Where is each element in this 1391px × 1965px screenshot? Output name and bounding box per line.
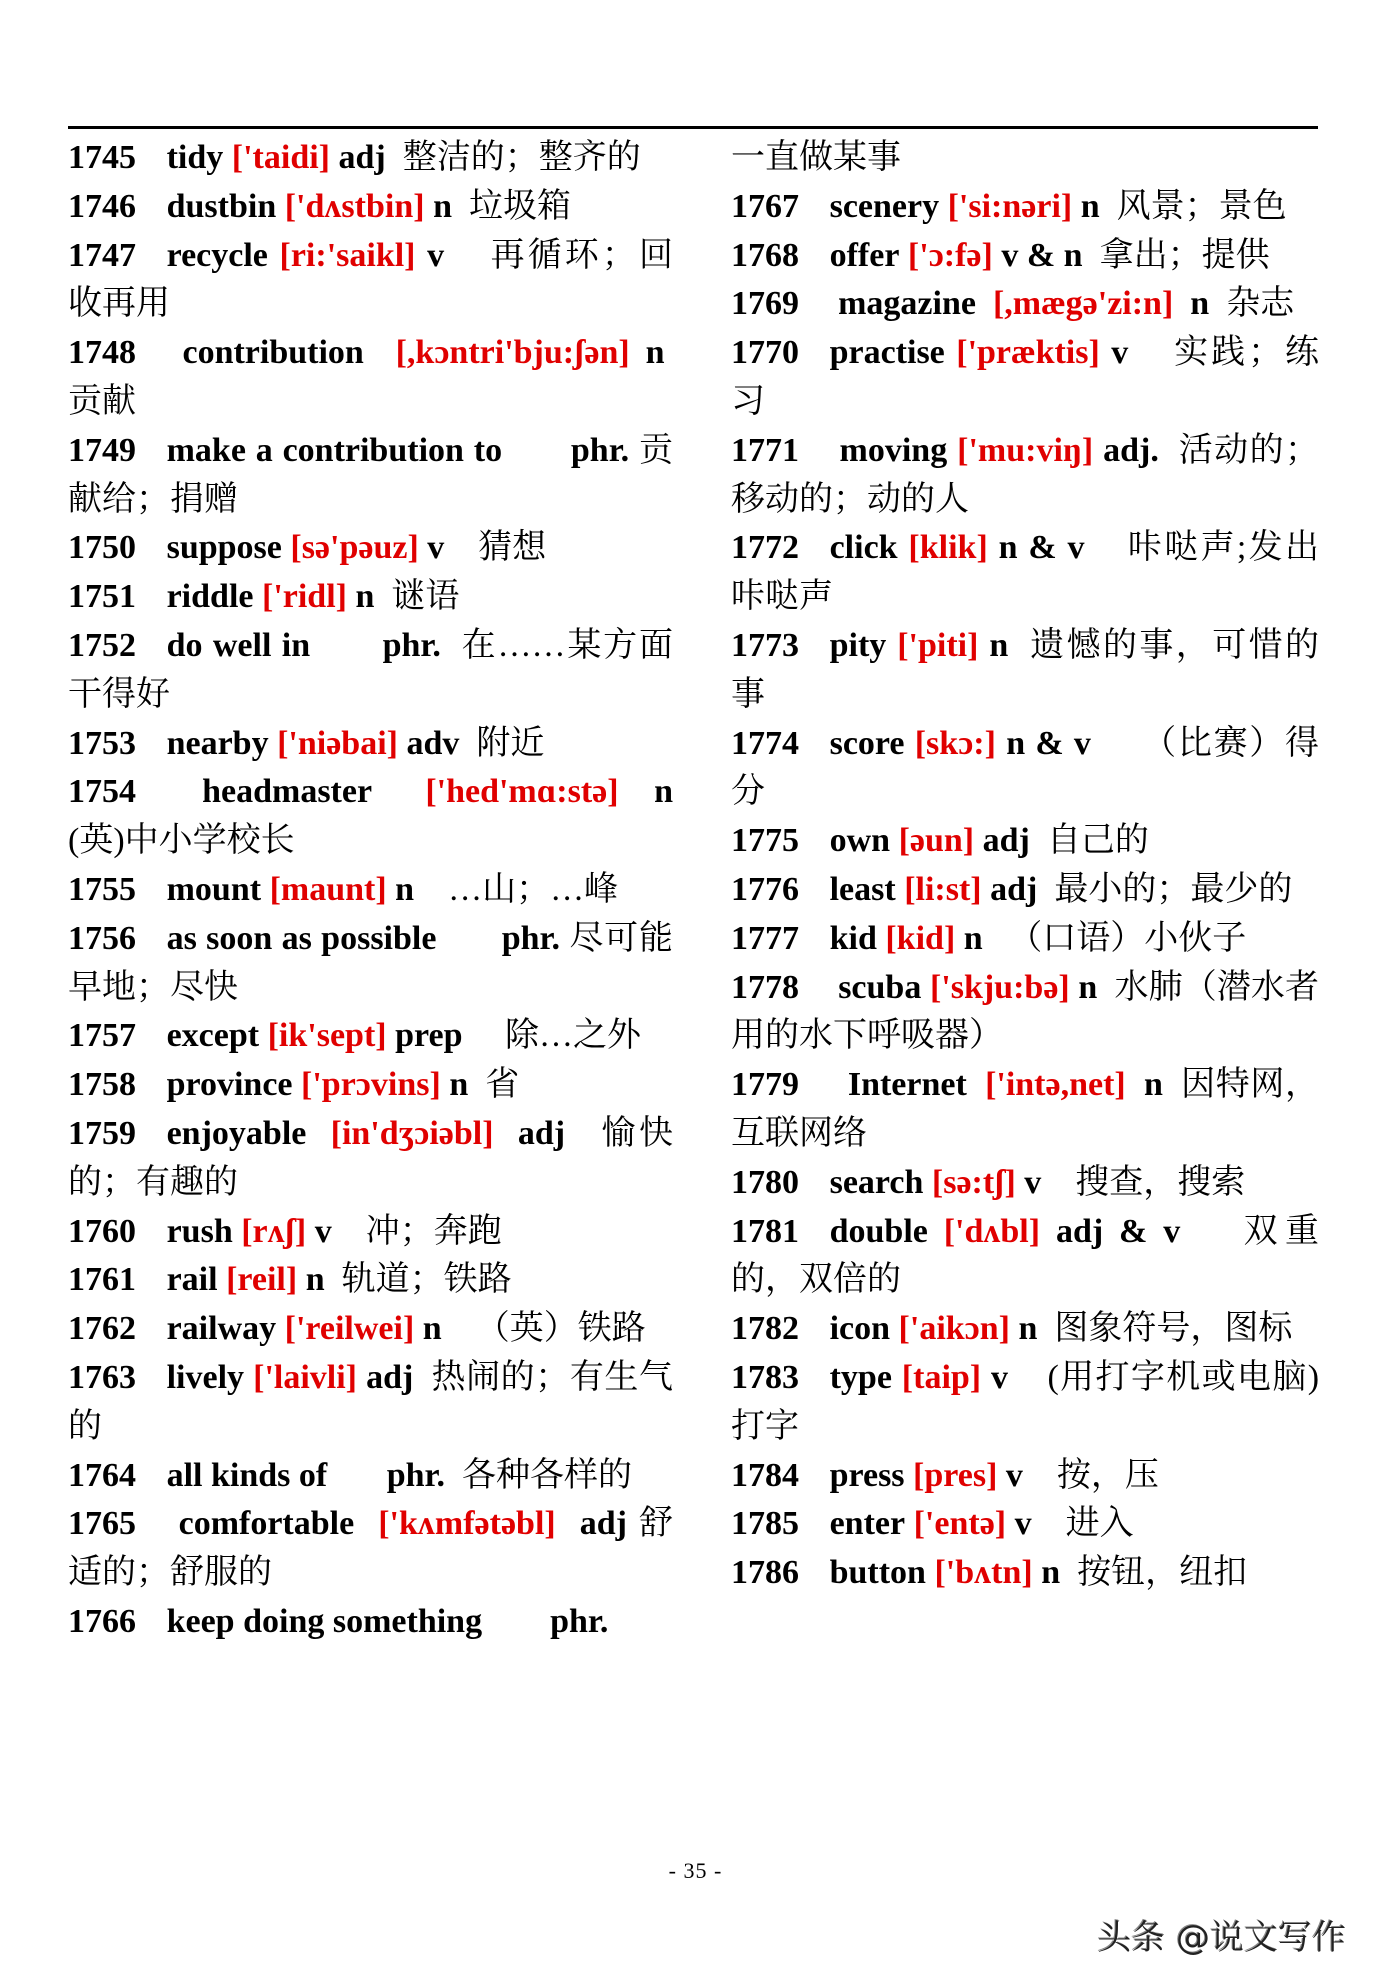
- entry-meaning: 拿出；提供: [1099, 236, 1270, 274]
- entry-phonetic: ['bʌtn]: [934, 1554, 1033, 1592]
- entry-phonetic: ['hed'mɑ:stə]: [425, 773, 619, 811]
- entry-meaning: 进入: [1065, 1505, 1134, 1543]
- entry-number: 1759: [68, 1114, 136, 1152]
- entry-meaning: 水肺（潜水者用的水下呼吸器）: [731, 968, 1320, 1055]
- entry-meaning: 最小的；最少的: [1054, 870, 1293, 908]
- page-number: - 35 -: [668, 1858, 723, 1883]
- entry-meaning: (用打字机或电脑)打字: [731, 1358, 1320, 1445]
- entry-word: score: [829, 724, 905, 762]
- entry-word: scenery: [829, 187, 940, 225]
- entry-pos: n & v: [1006, 724, 1091, 762]
- entry-word: double: [829, 1212, 928, 1250]
- entry-meaning: 热闹的；有生气的: [68, 1358, 674, 1445]
- entry-pos: v: [314, 1212, 332, 1250]
- entry-meaning: （英）铁路: [475, 1310, 646, 1348]
- entry-word: moving: [839, 431, 948, 469]
- entry-number: 1750: [68, 529, 136, 567]
- entry-meaning: 垃圾箱: [468, 187, 571, 225]
- entry-pos: n: [963, 919, 983, 957]
- entry-phonetic: [kid]: [885, 919, 956, 957]
- entry-meaning: 双重的，双倍的: [731, 1212, 1320, 1299]
- header-rule: [68, 126, 1318, 129]
- entry-word: nearby: [166, 724, 269, 762]
- entry-meaning: 遗憾的事，可惜的事: [731, 626, 1320, 713]
- entry-number: 1772: [731, 529, 799, 567]
- vocab-entry: [731, 817, 1319, 866]
- vocab-entry: [731, 1305, 1319, 1354]
- entry-phonetic: ['laivli]: [253, 1358, 358, 1396]
- vocab-entry: [731, 183, 1319, 232]
- vocab-entry: [731, 915, 1319, 964]
- entry-pos: v: [1014, 1505, 1032, 1543]
- entry-phonetic: [pres]: [913, 1456, 998, 1494]
- entry-pos: prep: [395, 1017, 463, 1055]
- entry-phonetic: [,kɔntri'bju:ʃən]: [395, 334, 630, 372]
- entry-number: 1774: [731, 724, 799, 762]
- entry-number: 1783: [731, 1358, 799, 1396]
- entry-pos: n: [355, 578, 375, 616]
- vocab-entry: [68, 1256, 673, 1305]
- entry-number: 1786: [731, 1554, 799, 1592]
- entry-meaning: 舒适的；舒服的: [68, 1505, 674, 1592]
- entry-meaning: 猜想: [478, 529, 547, 567]
- entry-phonetic: [rʌʃ]: [241, 1212, 307, 1250]
- vocab-entry: [68, 524, 673, 573]
- entry-meaning: 咔哒声;发出咔哒声: [731, 529, 1320, 616]
- entry-phonetic: ['præktis]: [956, 334, 1100, 372]
- vocab-entry: [731, 866, 1319, 915]
- entry-word: click: [829, 529, 898, 567]
- entry-word: dustbin: [166, 187, 277, 225]
- entry-word: kid: [829, 919, 877, 957]
- vocab-entry: [731, 524, 1319, 622]
- entry-pos: n & v: [998, 529, 1085, 567]
- entry-phonetic: ['piti]: [897, 626, 979, 664]
- vocab-entry: [731, 720, 1319, 818]
- entry-phonetic: ['intə,net]: [985, 1066, 1126, 1104]
- entry-phonetic: [sə:tʃ]: [931, 1163, 1016, 1201]
- continued-meaning: [731, 134, 1319, 183]
- entry-number: 1773: [731, 626, 799, 664]
- entry-meaning: …山；…峰: [448, 870, 619, 908]
- entry-number: 1763: [68, 1358, 136, 1396]
- entry-number: 1771: [731, 431, 799, 469]
- entry-phonetic: [əun]: [898, 822, 975, 860]
- entry-meaning: 活动的；移动的；动的人: [731, 431, 1320, 518]
- entry-pos: adv: [406, 724, 460, 762]
- entry-meaning: （比赛）得分: [731, 724, 1320, 811]
- entry-meaning: 因特网，互联网络: [731, 1066, 1320, 1152]
- entry-meaning: (英)中小学校长: [68, 822, 295, 860]
- entry-meaning: 除…之外: [505, 1017, 641, 1055]
- entry-word: make a contribution to: [166, 431, 503, 469]
- entry-word: contribution: [182, 334, 364, 372]
- vocab-entry: [68, 134, 673, 183]
- entry-word: headmaster: [202, 773, 373, 811]
- entry-pos: n: [305, 1261, 325, 1299]
- entry-phonetic: [in'dʒɔiəbl]: [330, 1114, 494, 1152]
- entry-phonetic: ['skju:bə]: [929, 968, 1070, 1006]
- entry-number: 1760: [68, 1212, 136, 1250]
- entry-meaning: 在……某方面干得好: [68, 626, 674, 713]
- entry-phonetic: ['ridl]: [262, 578, 347, 616]
- entry-pos: adj: [338, 139, 386, 176]
- entry-word: practise: [829, 334, 945, 372]
- entry-number: 1765: [68, 1505, 136, 1543]
- right-column: [731, 134, 1319, 1598]
- entry-phonetic: [ik'sept]: [267, 1017, 387, 1055]
- entry-word: icon: [829, 1310, 891, 1348]
- entry-number: 1761: [68, 1261, 136, 1299]
- entry-word: offer: [829, 236, 900, 274]
- entry-number: 1780: [731, 1163, 799, 1201]
- entry-number: 1754: [68, 773, 136, 811]
- vocab-entry: [731, 329, 1319, 427]
- vocab-entry: [68, 573, 673, 622]
- vocab-entry: [731, 1500, 1319, 1549]
- vocab-entry: [731, 964, 1319, 1062]
- entry-meaning: 再循环；回收再用: [68, 236, 674, 323]
- entry-number: 1764: [68, 1456, 136, 1494]
- entry-phonetic: ['mu:viŋ]: [957, 431, 1094, 469]
- vocab-entry: [731, 1061, 1319, 1159]
- entry-word: suppose: [166, 529, 282, 567]
- entry-pos: v: [427, 529, 445, 567]
- vocab-entry: [68, 866, 673, 915]
- vocab-entry: [68, 1110, 673, 1208]
- entry-pos: adj.: [1103, 431, 1159, 469]
- entry-word: Internet: [847, 1066, 967, 1104]
- entry-word: enjoyable: [166, 1114, 307, 1152]
- vocab-entry: [68, 1012, 673, 1061]
- entry-pos: phr.: [570, 431, 630, 469]
- entry-phonetic: [,mægə'zi:n]: [992, 285, 1174, 323]
- entry-word: magazine: [838, 285, 976, 323]
- entry-pos: adj: [579, 1505, 627, 1543]
- entry-pos: n: [449, 1066, 469, 1104]
- entry-phonetic: ['ɔ:fə]: [907, 236, 993, 274]
- entry-pos: adj: [990, 870, 1038, 908]
- vocab-entry: [731, 1549, 1319, 1598]
- entry-word: press: [829, 1456, 905, 1494]
- entry-meaning: 附近: [476, 724, 545, 762]
- vocab-entry: [68, 915, 673, 1013]
- vocab-entry: [68, 183, 673, 232]
- entry-pos: v: [1111, 334, 1129, 372]
- entry-meaning: 轨道；铁路: [341, 1261, 512, 1299]
- entry-number: 1769: [731, 285, 799, 323]
- entry-pos: v: [1005, 1456, 1023, 1494]
- vocab-entry: [68, 1500, 673, 1598]
- entry-meaning: 按，压: [1056, 1456, 1159, 1494]
- entry-phonetic: [sə'pəuz]: [290, 529, 419, 567]
- entry-word: recycle: [166, 236, 268, 274]
- entry-phonetic: ['aikɔn]: [898, 1310, 1010, 1348]
- entry-number: 1782: [731, 1310, 799, 1348]
- entry-phonetic: [skɔ:]: [914, 724, 996, 762]
- vocab-entry: [731, 1159, 1319, 1208]
- entry-meaning: 杂志: [1226, 285, 1295, 323]
- entry-pos: n: [1078, 968, 1098, 1006]
- entry-phonetic: ['niəbai]: [277, 724, 398, 762]
- vocab-entry: [731, 1452, 1319, 1501]
- entry-number: 1776: [731, 870, 799, 908]
- watermark: 头条 @说文写作: [1097, 1918, 1346, 1958]
- entry-number: 1762: [68, 1310, 136, 1348]
- vocab-entry: [731, 1208, 1319, 1306]
- entry-word: mount: [166, 870, 262, 908]
- vocab-entry: [68, 1354, 673, 1452]
- entry-number: 1770: [731, 334, 799, 372]
- entry-word: comfortable: [178, 1505, 355, 1543]
- entry-pos: n: [1144, 1066, 1163, 1104]
- entry-number: 1785: [731, 1505, 799, 1543]
- vocab-entry: [68, 329, 673, 427]
- vocab-entry: [731, 427, 1319, 525]
- entry-number: 1748: [68, 334, 136, 372]
- entry-pos: n: [645, 334, 665, 372]
- entry-word: rush: [166, 1212, 233, 1250]
- entry-phonetic: [klik]: [908, 529, 988, 567]
- entry-word: as soon as possible: [166, 919, 437, 957]
- vocab-entry: [731, 232, 1319, 281]
- entry-meaning: 按钮，纽扣: [1077, 1554, 1248, 1592]
- entry-pos: n: [1190, 285, 1210, 323]
- entry-word: button: [829, 1554, 926, 1592]
- entry-pos: adj & v: [1055, 1212, 1181, 1250]
- vocab-entry: [68, 1208, 673, 1257]
- entry-number: 1775: [731, 822, 799, 860]
- entry-meaning: 整洁的；整齐的: [402, 139, 641, 176]
- entry-phonetic: [taip]: [901, 1358, 982, 1396]
- entry-phonetic: ['entə]: [913, 1505, 1007, 1543]
- entry-number: 1778: [731, 968, 799, 1006]
- entry-word: search: [829, 1163, 924, 1201]
- entry-pos: v: [427, 236, 445, 274]
- entry-pos: v: [991, 1358, 1008, 1396]
- entry-pos: n: [654, 773, 674, 811]
- entry-word: riddle: [166, 578, 254, 616]
- entry-word: own: [829, 822, 891, 860]
- vocab-entry: [68, 1452, 673, 1501]
- entry-pos: phr.: [382, 626, 441, 664]
- entry-word: tidy: [166, 139, 224, 176]
- entry-meaning-continuation: 一直做某事: [731, 139, 901, 176]
- entry-pos: v: [1024, 1163, 1042, 1201]
- entry-number: 1766: [68, 1602, 136, 1640]
- entry-number: 1779: [731, 1066, 799, 1104]
- entry-word: railway: [166, 1310, 277, 1348]
- entry-word: least: [829, 870, 896, 908]
- entry-phonetic: [li:st]: [904, 870, 982, 908]
- entry-pos: n: [989, 626, 1009, 664]
- entry-number: 1784: [731, 1456, 799, 1494]
- vocab-entry: [68, 768, 673, 866]
- vocab-entry: [731, 280, 1319, 329]
- entry-meaning: 各种各样的: [462, 1456, 633, 1494]
- entry-meaning: 谜语: [391, 578, 460, 616]
- entry-meaning: 尽可能早地；尽快: [68, 919, 674, 1006]
- entry-word: enter: [829, 1505, 906, 1543]
- entry-word: all kinds of: [166, 1456, 328, 1494]
- entry-word: lively: [166, 1358, 245, 1396]
- entry-pos: phr.: [550, 1602, 609, 1640]
- entry-pos: phr.: [386, 1456, 446, 1494]
- vocab-entry: [731, 1354, 1319, 1452]
- vocab-entry: [68, 720, 673, 769]
- entry-phonetic: ['si:nəri]: [947, 187, 1073, 225]
- entry-number: 1746: [68, 187, 136, 225]
- entry-number: 1781: [731, 1212, 799, 1250]
- entry-pos: v & n: [1001, 236, 1083, 274]
- entry-meaning: 搜查，搜索: [1075, 1163, 1246, 1201]
- entry-pos: n: [433, 187, 452, 225]
- entry-pos: n: [395, 870, 415, 908]
- entry-meaning: 图象符号，图标: [1054, 1310, 1293, 1348]
- entry-phonetic: ['dʌbl]: [943, 1212, 1041, 1250]
- entry-pos: n: [1041, 1554, 1061, 1592]
- entry-number: 1758: [68, 1066, 136, 1104]
- vocab-entry: [68, 622, 673, 720]
- vocab-entry: [68, 427, 673, 525]
- entry-phonetic: [reil]: [226, 1261, 298, 1299]
- entry-pos: n: [422, 1310, 442, 1348]
- entry-number: 1747: [68, 236, 136, 274]
- entry-phonetic: ['dʌstbin]: [284, 187, 425, 225]
- entry-pos: adj: [517, 1114, 566, 1152]
- entry-number: 1756: [68, 919, 136, 957]
- entry-word: except: [166, 1017, 260, 1055]
- entry-meaning: 愉快的；有趣的: [68, 1114, 674, 1201]
- vocab-entry: [68, 232, 673, 330]
- vocab-entry: [68, 1061, 673, 1110]
- entry-meaning: 冲；奔跑: [365, 1212, 502, 1250]
- entry-phonetic: ['taidi]: [231, 139, 330, 176]
- entry-number: 1767: [731, 187, 799, 225]
- entry-word: scuba: [838, 968, 922, 1006]
- entry-word: do well in: [166, 626, 311, 664]
- entry-word: rail: [166, 1261, 218, 1299]
- entry-pos: n: [1018, 1310, 1038, 1348]
- entry-pos: adj: [366, 1358, 414, 1396]
- entry-pos: n: [1080, 187, 1100, 225]
- entry-meaning: （口语）小伙子: [1008, 919, 1247, 957]
- entry-word: keep doing something: [166, 1602, 483, 1640]
- entry-word: pity: [829, 626, 887, 664]
- left-column: [68, 134, 673, 1647]
- vocab-entry: [68, 1305, 673, 1354]
- entry-meaning: 省: [485, 1066, 520, 1104]
- entry-meaning: 贡献: [68, 382, 136, 420]
- entry-number: 1755: [68, 870, 136, 908]
- entry-phonetic: [maunt]: [269, 870, 387, 908]
- vocab-entry: [731, 622, 1319, 720]
- vocab-entry: [68, 1598, 673, 1647]
- entry-word: type: [829, 1358, 892, 1396]
- entry-number: 1768: [731, 236, 799, 274]
- entry-word: province: [166, 1066, 293, 1104]
- entry-pos: phr.: [501, 919, 561, 957]
- entry-meaning: 风景；景色: [1116, 187, 1287, 225]
- entry-phonetic: ['reilwei]: [284, 1310, 415, 1348]
- entry-meaning: 贡献给；捐赠: [68, 431, 673, 518]
- entry-number: 1752: [68, 626, 136, 664]
- entry-number: 1745: [68, 139, 136, 176]
- entry-number: 1757: [68, 1017, 136, 1055]
- entry-phonetic: ['prɔvins]: [301, 1066, 441, 1104]
- entry-number: 1753: [68, 724, 136, 762]
- entry-meaning: 自己的: [1046, 822, 1149, 860]
- entry-number: 1749: [68, 431, 136, 469]
- entry-phonetic: [ri:'saikl]: [279, 236, 416, 274]
- entry-phonetic: ['kʌmfətəbl]: [378, 1505, 556, 1543]
- entry-pos: adj: [982, 822, 1030, 860]
- entry-meaning: 实践；练习: [731, 334, 1320, 420]
- entry-number: 1777: [731, 919, 799, 957]
- entry-number: 1751: [68, 578, 136, 616]
